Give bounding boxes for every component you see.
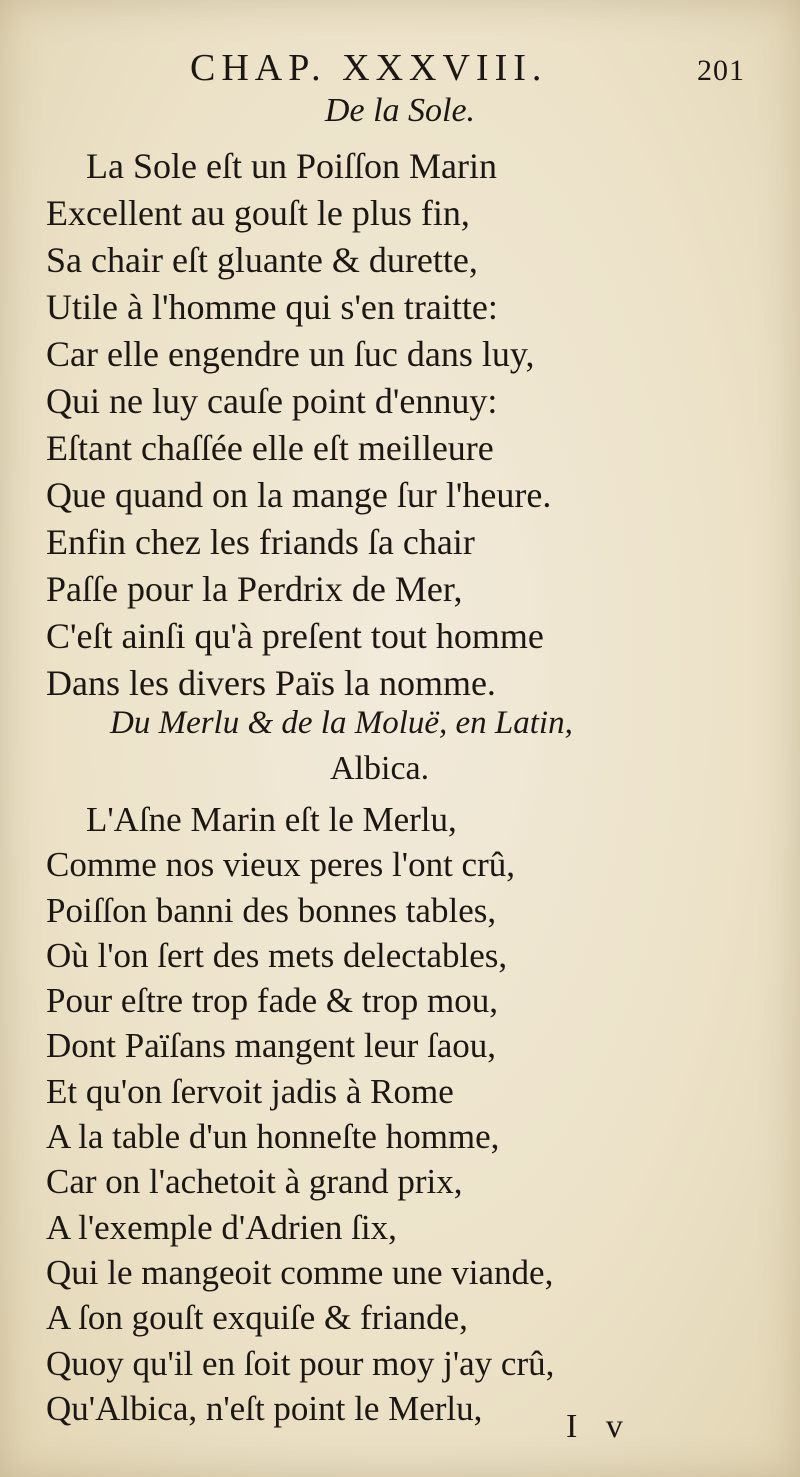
section-title-latin: Albica. (330, 750, 430, 787)
verse-line: Car elle engendre un ſuc dans luy, (46, 334, 535, 374)
verse-line: La Sole eſt un Poiſſon Marin (86, 146, 497, 186)
running-header (0, 40, 800, 100)
verse-line: Eſtant chaſſée elle eſt meilleure (46, 428, 494, 468)
poem-sole (46, 143, 760, 707)
chapter-heading: CHAP. XXXVIII. (190, 47, 548, 89)
verse-line: Qu'Albica, n'eſt point le Merlu, (46, 1388, 483, 1428)
catchword: I v (566, 1408, 633, 1445)
verse-line: Que quand on la mange ſur l'heure. (46, 475, 552, 515)
verse-line: Qui ne luy cauſe point d'ennuy: (46, 381, 498, 421)
verse-line: Poiſſon banni des bonnes tables, (46, 890, 497, 930)
verse-line: Excellent au gouſt le plus fin, (46, 193, 470, 233)
verse-line: Paſſe pour la Perdrix de Mer, (46, 569, 463, 609)
verse-line: Comme nos vieux peres l'ont crû, (46, 845, 515, 885)
verse-line: Dans les divers Païs la nomme. (46, 663, 496, 703)
section-title-sole: De la Sole. (324, 92, 476, 129)
verse-line: C'eſt ainſi qu'à preſent tout homme (46, 616, 544, 656)
verse-line: Utile à l'homme qui s'en traitte: (46, 287, 498, 327)
verse-line: Pour eſtre trop fade & trop mou, (46, 981, 498, 1021)
verse-line: Enfin chez les friands ſa chair (46, 522, 475, 562)
verse-line: A la table d'un honneſte homme, (46, 1117, 500, 1157)
verse-line: A l'exemple d'Adrien ſix, (46, 1207, 397, 1247)
verse-line: Sa chair eſt gluante & durette, (46, 240, 478, 280)
verse-line: Dont Païſans mangent leur ſaou, (46, 1026, 497, 1066)
verse-line: L'Aſne Marin eſt le Merlu, (86, 800, 457, 839)
verse-line: Qui le mangeoit comme une viande, (46, 1252, 554, 1292)
verse-line: Où l'on ſert des mets delectables, (46, 935, 508, 975)
section-title-merlu: Du Merlu & de la Moluë, en Latin, (110, 705, 573, 741)
verse-line: Quoy qu'il en ſoit pour moy j'ay crû, (46, 1343, 555, 1383)
poem-merlu (46, 797, 760, 1431)
page-number: 201 (697, 54, 745, 87)
verse-line: A ſon gouſt exquiſe & friande, (46, 1298, 468, 1338)
verse-line: Car on l'achetoit à grand prix, (46, 1162, 463, 1202)
verse-line: Et qu'on ſervoit jadis à Rome (46, 1071, 454, 1111)
